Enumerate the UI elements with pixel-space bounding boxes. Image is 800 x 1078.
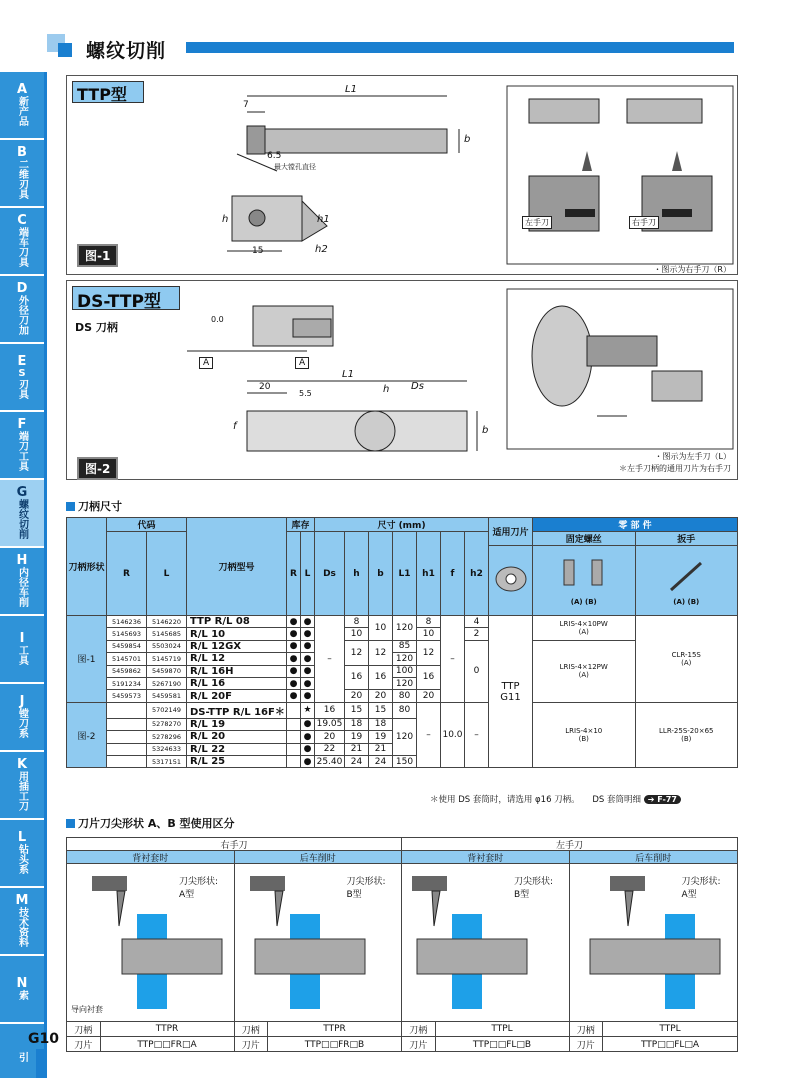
dim-h1: h1 xyxy=(317,214,330,225)
datum-a-2: A xyxy=(295,357,309,369)
insert-rh-back: TTP□□FR□B xyxy=(268,1037,402,1052)
side-tabs xyxy=(0,72,44,1078)
th-h: h xyxy=(345,532,369,616)
side-tab-e[interactable]: E S刃具 xyxy=(0,344,44,410)
col-right-hand: 右手刀 xyxy=(67,838,402,850)
table-row: 5459573 5459581 R/L 20F ● ● 20 20 80 20 xyxy=(67,690,738,702)
table-row: 5317151 R/L 25 ● 25.40 24 24 150 xyxy=(67,755,738,767)
insert-section-title: 刀片刀尖形状 A、B 型使用区分 xyxy=(66,815,235,831)
diagram-rh-back: 刀尖形状: B型 xyxy=(235,864,403,1021)
th-screw-image: (A) (B) xyxy=(533,546,636,616)
ds-panel xyxy=(66,280,738,480)
fig1-cell: 图-1 xyxy=(67,616,107,703)
spec-section-title: 刀柄尺寸 xyxy=(66,498,122,514)
table-row: 5459854 5503024 R/L 12GX ● ● 12 12 85 12 0 LRIS-4×12PW (A) xyxy=(67,640,738,652)
wrench-icon xyxy=(656,555,716,595)
ds-note-1: ・图示为左手刀（L） xyxy=(654,452,731,461)
fig2-label: 图-2 xyxy=(77,457,118,480)
fig2-cell: 图-2 xyxy=(67,702,107,768)
side-tab-c[interactable]: C 端车刀具 xyxy=(0,208,44,274)
side-stripe xyxy=(44,72,47,1078)
ds-note-2: ＊左手刀柄的通用刀片为右手刀 xyxy=(619,464,731,473)
side-tab-n[interactable]: N 索 xyxy=(0,956,44,1022)
page-bar xyxy=(36,1049,44,1078)
table-row: 5145701 5145719 R/L 12 ● ● 120 xyxy=(67,653,738,665)
th-shape: 刀柄形状 xyxy=(67,518,107,616)
side-tab-f[interactable]: F 端刀工具 xyxy=(0,412,44,478)
diagram-rh-front: 刀尖形状: A型 导向衬套 xyxy=(67,864,235,1021)
th-wrench: 扳手 xyxy=(635,532,738,546)
insert-usage-table: 右手刀 左手刀 背衬套时 后车削时 背衬套时 后车削时 刀尖形状: A型 导向衬套 刀尖形状: B型 刀尖形状: B型 刀尖形状: A型 刀柄 TTPR 刀柄 TTPR 刀柄 TTPL 刀柄 TTPL 刀片 TTP□□FR□A 刀片 TTP□□FR□B 刀片 TTP□□FL□B 刀片 TTP□□FL□A xyxy=(66,837,738,1052)
insert-lh-back: TTP□□FL□A xyxy=(640,1039,700,1050)
side-tab-a[interactable]: A 新产品 xyxy=(0,72,44,138)
ds-sub-label: DS 刀柄 xyxy=(75,321,118,334)
th-insert-image xyxy=(489,546,533,616)
side-tab-h[interactable]: H 内径车削 xyxy=(0,548,44,614)
th-r: R xyxy=(107,532,147,616)
wrench-1: CLR-15S (A) xyxy=(635,616,738,703)
ds-dim-20: 20 xyxy=(259,382,271,392)
table-row: 5278270 R/L 19 ● 19.05 18 18 120 xyxy=(67,718,738,730)
side-tab-l[interactable]: L 钻头系 xyxy=(0,820,44,886)
dim-l1: L1 xyxy=(345,84,357,95)
left-hand-label: 左手刀 xyxy=(522,216,552,229)
ds-drawing xyxy=(67,281,739,481)
table-row: 5324633 R/L 22 ● 22 21 21 xyxy=(67,743,738,755)
side-tab-g[interactable]: G 螺纹切削 xyxy=(0,480,44,546)
dim-15: 15 xyxy=(252,246,264,256)
dim-7: 7 xyxy=(243,100,249,110)
table-row: 图-2 5702149 DS-TTP R/L 16F＊ ★ 16 15 15 80 – 10.0 – LRIS-4×10 (B) LLR-25S-20×65 (B) xyxy=(67,702,738,718)
insert-icon xyxy=(491,559,531,599)
ttp-panel xyxy=(66,75,738,275)
ds-dim-ds: Ds xyxy=(411,381,424,392)
th-stock-r: R xyxy=(287,532,301,616)
ttp-drawing xyxy=(67,76,739,276)
holder-rh-front: TTPR xyxy=(101,1022,235,1036)
dim-zero: 0.0 xyxy=(211,315,224,324)
col-rh-back: 后车削时 xyxy=(235,851,403,863)
th-insert: 适用刀片 xyxy=(489,518,533,546)
holder-lh-back: TTPL xyxy=(659,1024,681,1034)
side-tab-k[interactable]: K 用插工刀 xyxy=(0,752,44,818)
th-wrench-image: (A) (B) xyxy=(635,546,738,616)
page-title: 螺纹切削 xyxy=(86,40,167,62)
footnote: ＊使用 DS 套筒时，请选用 φ16 刀柄。 DS 套筒明细 ➔ F-77 xyxy=(430,793,681,805)
diagram-lh-back: 刀尖形状: A型 xyxy=(570,864,738,1021)
ds-dim-5-5: 5.5 xyxy=(299,389,312,398)
th-l: L xyxy=(147,532,187,616)
th-h1: h1 xyxy=(417,532,441,616)
side-tab-j[interactable]: J 镗刀系 xyxy=(0,684,44,750)
wrench-2: LLR-25S-20×65 (B) xyxy=(635,702,738,768)
ds-dim-f: f xyxy=(233,421,237,432)
table-row: 5459862 5459870 R/L 16H ● ● 16 16 100 16 xyxy=(67,665,738,677)
table-row: 图-1 5146236 5146220 TTP R/L 08 ● ● – 8 10 120 8 – 4 TTP G11 LRIS-4×10PW (A) CLR-15S (A) xyxy=(67,616,738,628)
datum-a-1: A xyxy=(199,357,213,369)
th-l1: L1 xyxy=(393,532,417,616)
side-tab-m[interactable]: M 技术资料 xyxy=(0,888,44,954)
side-tab-b[interactable]: B 二维刃具 xyxy=(0,140,44,206)
page-number: G10 xyxy=(28,1031,59,1047)
dim-h: h xyxy=(222,214,229,225)
th-code: 代码 xyxy=(107,518,187,532)
ttp-type-label: TTP型 xyxy=(72,81,144,103)
table-row: 5191234 5267190 R/L 16 ● ● 120 xyxy=(67,677,738,689)
col-rh-front: 背衬套时 xyxy=(67,851,235,863)
th-model: 刀柄型号 xyxy=(187,518,287,616)
col-lh-back: 后车削时 xyxy=(635,853,672,864)
th-f: f xyxy=(441,532,465,616)
th-stock-l: L xyxy=(301,532,315,616)
spec-table xyxy=(66,517,738,768)
guide-bush-label: 导向衬套 xyxy=(71,1005,103,1014)
holder-lh-front: TTPL xyxy=(436,1022,570,1036)
th-screw: 固定螺丝 xyxy=(533,532,636,546)
dim-b: b xyxy=(464,134,471,145)
ds-dim-b: b xyxy=(482,425,489,436)
screw-icon xyxy=(554,555,614,595)
diagram-lh-front: 刀尖形状: B型 xyxy=(402,864,570,1021)
screw-1: LRIS-4×10PW (A) xyxy=(533,616,636,641)
screw-2: LRIS-4×12PW (A) xyxy=(533,640,636,702)
ds-type-label: DS-TTP型 xyxy=(72,286,180,310)
th-dims: 尺寸 (mm) xyxy=(315,518,489,532)
header-square-dark xyxy=(58,43,72,57)
ttp-note: ・图示为右手刀（R） xyxy=(653,265,731,274)
insert-cell: TTP G11 xyxy=(489,616,533,768)
dim-note: 最大镗孔直径 xyxy=(274,163,316,171)
ref-link[interactable]: ➔ F-77 xyxy=(644,795,681,804)
ds-dim-h: h xyxy=(383,384,390,395)
th-b: b xyxy=(369,532,393,616)
th-parts: 零 部 件 xyxy=(533,518,738,532)
insert-lh-front: TTP□□FL□B xyxy=(436,1037,570,1052)
table-row: 5278296 R/L 20 ● 20 19 19 xyxy=(67,731,738,743)
side-tab-i[interactable]: I 工具 xyxy=(0,616,44,682)
th-h2: h2 xyxy=(465,532,489,616)
header-bar xyxy=(186,42,734,53)
dim-6-5: 6.5 xyxy=(267,151,282,161)
dim-h2: h2 xyxy=(315,244,328,255)
th-stock: 库存 xyxy=(287,518,315,532)
th-ds: Ds xyxy=(315,532,345,616)
col-lh-front: 背衬套时 xyxy=(402,851,570,863)
insert-rh-front: TTP□□FR□A xyxy=(101,1037,235,1052)
holder-rh-back: TTPR xyxy=(268,1022,402,1036)
section-square xyxy=(66,502,75,511)
right-hand-label: 右手刀 xyxy=(629,216,659,229)
side-tab-d[interactable]: D 外径刀加 xyxy=(0,276,44,342)
table-row: 5145693 5145685 R/L 10 ● ● 10 10 2 xyxy=(67,628,738,640)
ds-dim-l1: L1 xyxy=(342,369,354,380)
col-left-hand: 左手刀 xyxy=(555,840,583,851)
section-square xyxy=(66,819,75,828)
fig1-label: 图-1 xyxy=(77,244,118,267)
screw-3: LRIS-4×10 (B) xyxy=(533,702,636,768)
side-tab-index[interactable]: 引 xyxy=(0,1024,44,1078)
